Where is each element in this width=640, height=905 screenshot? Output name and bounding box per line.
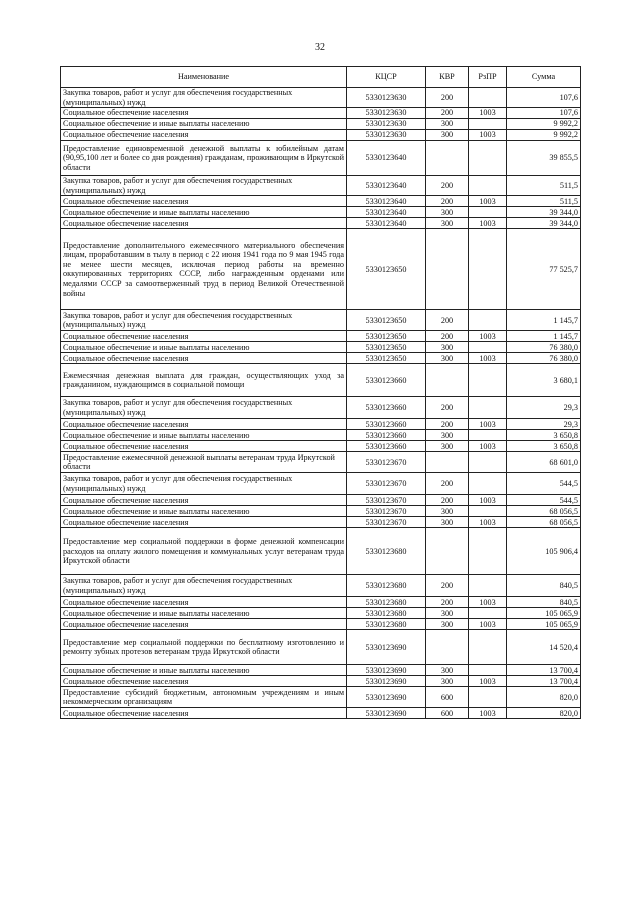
table-row (61, 441, 581, 452)
cell-sum: 76 380,0 (507, 353, 581, 364)
cell-kcsr: 5330123640 (347, 207, 426, 218)
cell-rzpr (469, 141, 507, 176)
cell-rzpr: 1003 (469, 676, 507, 687)
table-row (61, 331, 581, 342)
cell-rzpr: 1003 (469, 517, 507, 528)
cell-name: Социальное обеспечение населения (61, 619, 347, 630)
table-row (61, 528, 581, 575)
cell-kvr: 300 (426, 619, 469, 630)
cell-kcsr: 5330123690 (347, 708, 426, 719)
cell-rzpr: 1003 (469, 495, 507, 506)
cell-name: Предоставление ежемесячной денежной выплаты ветеранам труда Иркутской области (61, 452, 347, 473)
cell-kcsr: 5330123650 (347, 310, 426, 331)
cell-sum: 39 344,0 (507, 218, 581, 229)
table-row (61, 630, 581, 665)
cell-rzpr (469, 397, 507, 419)
cell-kvr: 200 (426, 473, 469, 495)
cell-kcsr: 5330123680 (347, 528, 426, 575)
cell-sum: 76 380,0 (507, 342, 581, 353)
table-row (61, 176, 581, 196)
cell-kcsr: 5330123670 (347, 506, 426, 517)
table-row (61, 676, 581, 687)
cell-rzpr (469, 473, 507, 495)
cell-rzpr: 1003 (469, 419, 507, 430)
cell-sum: 511,5 (507, 196, 581, 207)
table-row (61, 141, 581, 176)
cell-sum: 9 992,2 (507, 119, 581, 130)
cell-kcsr: 5330123690 (347, 630, 426, 665)
table-row (61, 353, 581, 364)
cell-rzpr (469, 176, 507, 196)
cell-rzpr (469, 528, 507, 575)
cell-kvr: 200 (426, 397, 469, 419)
cell-kvr: 300 (426, 218, 469, 229)
cell-name: Закупка товаров, работ и услуг для обеспечения государственных (муниципальных) нужд (61, 176, 347, 196)
table-row (61, 619, 581, 630)
cell-kcsr: 5330123690 (347, 687, 426, 708)
cell-sum: 39 855,5 (507, 141, 581, 176)
cell-kvr: 300 (426, 207, 469, 218)
cell-name: Социальное обеспечение и иные выплаты населению (61, 119, 347, 130)
cell-kcsr: 5330123680 (347, 619, 426, 630)
cell-rzpr: 1003 (469, 619, 507, 630)
cell-name: Социальное обеспечение населения (61, 108, 347, 119)
cell-rzpr (469, 119, 507, 130)
table-header-row (61, 67, 581, 88)
cell-rzpr: 1003 (469, 130, 507, 141)
cell-rzpr (469, 430, 507, 441)
cell-kvr (426, 452, 469, 473)
cell-sum: 68 056,5 (507, 506, 581, 517)
cell-rzpr: 1003 (469, 597, 507, 608)
cell-name: Предоставление единовременной денежной выплаты к юбилейным датам (90,95,100 лет и более со дня рождения) гражданам, проживающим в Иркутской области (61, 141, 347, 176)
cell-kvr: 200 (426, 331, 469, 342)
cell-kvr: 300 (426, 119, 469, 130)
cell-sum: 1 145,7 (507, 310, 581, 331)
cell-kcsr: 5330123650 (347, 331, 426, 342)
page-number: 32 (315, 42, 325, 53)
cell-kvr: 300 (426, 506, 469, 517)
cell-sum: 29,3 (507, 397, 581, 419)
cell-sum: 13 700,4 (507, 665, 581, 676)
cell-kcsr: 5330123670 (347, 517, 426, 528)
cell-kvr: 300 (426, 353, 469, 364)
cell-rzpr (469, 88, 507, 108)
table-row (61, 597, 581, 608)
table-row (61, 575, 581, 597)
cell-sum: 3 650,8 (507, 430, 581, 441)
cell-rzpr (469, 452, 507, 473)
cell-kvr: 200 (426, 196, 469, 207)
cell-name: Закупка товаров, работ и услуг для обеспечения государственных (муниципальных) нужд (61, 575, 347, 597)
cell-kvr: 600 (426, 687, 469, 708)
cell-name: Социальное обеспечение и иные выплаты населению (61, 665, 347, 676)
cell-sum: 3 680,1 (507, 364, 581, 397)
table-row (61, 430, 581, 441)
cell-kcsr: 5330123640 (347, 176, 426, 196)
table-row (61, 218, 581, 229)
budget-table (60, 66, 581, 719)
header-rzpr: РзПР (469, 67, 507, 88)
cell-name: Социальное обеспечение населения (61, 130, 347, 141)
cell-kvr: 200 (426, 575, 469, 597)
cell-sum: 14 520,4 (507, 630, 581, 665)
cell-kvr (426, 229, 469, 310)
cell-name: Закупка товаров, работ и услуг для обеспечения государственных (муниципальных) нужд (61, 310, 347, 331)
cell-rzpr (469, 608, 507, 619)
cell-kvr: 200 (426, 495, 469, 506)
cell-kcsr: 5330123650 (347, 229, 426, 310)
cell-rzpr (469, 506, 507, 517)
cell-kcsr: 5330123640 (347, 141, 426, 176)
cell-kcsr: 5330123630 (347, 130, 426, 141)
cell-kcsr: 5330123670 (347, 495, 426, 506)
cell-rzpr (469, 575, 507, 597)
cell-kcsr: 5330123690 (347, 676, 426, 687)
cell-rzpr: 1003 (469, 108, 507, 119)
table-row (61, 130, 581, 141)
cell-kcsr: 5330123660 (347, 397, 426, 419)
cell-kvr: 300 (426, 517, 469, 528)
cell-rzpr (469, 665, 507, 676)
cell-sum: 77 525,7 (507, 229, 581, 310)
cell-sum: 1 145,7 (507, 331, 581, 342)
cell-rzpr (469, 687, 507, 708)
cell-sum: 105 906,4 (507, 528, 581, 575)
cell-kcsr: 5330123670 (347, 473, 426, 495)
table-row (61, 517, 581, 528)
cell-kvr: 600 (426, 708, 469, 719)
cell-name: Предоставление мер социальной поддержки в форме денежной компенсации расходов на оплату жилого помещения и коммунальных услуг ветеранам труда Иркутской области (61, 528, 347, 575)
cell-kcsr: 5330123690 (347, 665, 426, 676)
cell-kvr: 300 (426, 441, 469, 452)
cell-sum: 9 992,2 (507, 130, 581, 141)
cell-sum: 13 700,4 (507, 676, 581, 687)
table-row (61, 397, 581, 419)
cell-kcsr: 5330123680 (347, 597, 426, 608)
cell-sum: 840,5 (507, 575, 581, 597)
cell-name: Предоставление субсидий бюджетным, автономным учреждениям и иным некоммерческим организациям (61, 687, 347, 708)
cell-kvr: 300 (426, 608, 469, 619)
cell-name: Социальное обеспечение и иные выплаты населению (61, 207, 347, 218)
cell-name: Социальное обеспечение населения (61, 708, 347, 719)
cell-sum: 3 650,8 (507, 441, 581, 452)
cell-name: Предоставление мер социальной поддержки по бесплатному изготовлению и ремонту зубных протезов ветеранам труда Иркутской области (61, 630, 347, 665)
cell-rzpr: 1003 (469, 708, 507, 719)
cell-sum: 544,5 (507, 473, 581, 495)
table-row (61, 229, 581, 310)
header-name: Наименование (61, 67, 347, 88)
table-row (61, 473, 581, 495)
cell-kvr: 200 (426, 310, 469, 331)
cell-rzpr: 1003 (469, 196, 507, 207)
cell-name: Предоставление дополнительного ежемесячного материального обеспечения лицам, проработавшим в тылу в период с 22 июня 1941 года по 9 мая 1945 года не менее шести месяцев, исключая период работы на временно оккупированных территориях СССР, либо награжденным орденами или медалями СССР за самоотверженный труд в период Великой Отечественной войны (61, 229, 347, 310)
cell-rzpr: 1003 (469, 353, 507, 364)
table-row (61, 364, 581, 397)
cell-kvr: 200 (426, 88, 469, 108)
cell-kcsr: 5330123650 (347, 342, 426, 353)
cell-name: Социальное обеспечение и иные выплаты населению (61, 430, 347, 441)
header-kvr: КВР (426, 67, 469, 88)
cell-rzpr: 1003 (469, 331, 507, 342)
table-row (61, 665, 581, 676)
cell-sum: 39 344,0 (507, 207, 581, 218)
cell-rzpr (469, 207, 507, 218)
cell-sum: 68 601,0 (507, 452, 581, 473)
table-row (61, 119, 581, 130)
table-row (61, 687, 581, 708)
cell-kcsr: 5330123650 (347, 353, 426, 364)
cell-name: Социальное обеспечение населения (61, 495, 347, 506)
cell-name: Социальное обеспечение населения (61, 597, 347, 608)
cell-sum: 29,3 (507, 419, 581, 430)
table-body (61, 88, 581, 719)
cell-rzpr: 1003 (469, 441, 507, 452)
table-row (61, 708, 581, 719)
cell-sum: 544,5 (507, 495, 581, 506)
cell-sum: 840,5 (507, 597, 581, 608)
cell-rzpr: 1003 (469, 218, 507, 229)
cell-sum: 107,6 (507, 88, 581, 108)
cell-sum: 820,0 (507, 708, 581, 719)
cell-kvr: 200 (426, 108, 469, 119)
header-sum: Сумма (507, 67, 581, 88)
cell-rzpr (469, 342, 507, 353)
cell-kvr: 200 (426, 176, 469, 196)
cell-sum: 107,6 (507, 108, 581, 119)
cell-name: Социальное обеспечение и иные выплаты населению (61, 506, 347, 517)
cell-name: Закупка товаров, работ и услуг для обеспечения государственных (муниципальных) нужд (61, 397, 347, 419)
cell-kvr: 300 (426, 130, 469, 141)
cell-rzpr (469, 630, 507, 665)
header-kcsr: КЦСР (347, 67, 426, 88)
table-row (61, 108, 581, 119)
table-row (61, 495, 581, 506)
cell-kvr (426, 528, 469, 575)
cell-name: Социальное обеспечение населения (61, 676, 347, 687)
cell-sum: 820,0 (507, 687, 581, 708)
cell-kvr (426, 630, 469, 665)
cell-rzpr (469, 364, 507, 397)
table-row (61, 419, 581, 430)
cell-name: Закупка товаров, работ и услуг для обеспечения государственных (муниципальных) нужд (61, 88, 347, 108)
cell-name: Закупка товаров, работ и услуг для обеспечения государственных (муниципальных) нужд (61, 473, 347, 495)
table-row (61, 196, 581, 207)
table-row (61, 452, 581, 473)
table-row (61, 207, 581, 218)
cell-kcsr: 5330123680 (347, 608, 426, 619)
cell-sum: 105 065,9 (507, 619, 581, 630)
table-row (61, 342, 581, 353)
table-row (61, 608, 581, 619)
cell-kcsr: 5330123630 (347, 88, 426, 108)
cell-name: Социальное обеспечение населения (61, 441, 347, 452)
cell-kcsr: 5330123640 (347, 218, 426, 229)
cell-name: Социальное обеспечение и иные выплаты населению (61, 342, 347, 353)
cell-rzpr (469, 229, 507, 310)
cell-kcsr: 5330123670 (347, 452, 426, 473)
cell-sum: 511,5 (507, 176, 581, 196)
cell-kcsr: 5330123630 (347, 119, 426, 130)
cell-kvr: 200 (426, 419, 469, 430)
cell-name: Социальное обеспечение населения (61, 331, 347, 342)
cell-name: Социальное обеспечение населения (61, 353, 347, 364)
cell-kcsr: 5330123630 (347, 108, 426, 119)
cell-name: Социальное обеспечение и иные выплаты населению (61, 608, 347, 619)
cell-name: Социальное обеспечение населения (61, 196, 347, 207)
cell-sum: 105 065,9 (507, 608, 581, 619)
table-row (61, 310, 581, 331)
cell-kvr: 300 (426, 342, 469, 353)
cell-kcsr: 5330123680 (347, 575, 426, 597)
table-row (61, 88, 581, 108)
cell-kcsr: 5330123660 (347, 430, 426, 441)
cell-rzpr (469, 310, 507, 331)
cell-kvr (426, 364, 469, 397)
cell-kvr (426, 141, 469, 176)
cell-kcsr: 5330123640 (347, 196, 426, 207)
cell-kcsr: 5330123660 (347, 419, 426, 430)
cell-kvr: 300 (426, 665, 469, 676)
cell-name: Социальное обеспечение населения (61, 218, 347, 229)
table-row (61, 506, 581, 517)
cell-name: Ежемесячная денежная выплата для граждан, осуществляющих уход за гражданином, нуждающимся в социальной помощи (61, 364, 347, 397)
cell-name: Социальное обеспечение населения (61, 419, 347, 430)
cell-name: Социальное обеспечение населения (61, 517, 347, 528)
cell-kcsr: 5330123660 (347, 364, 426, 397)
cell-kcsr: 5330123660 (347, 441, 426, 452)
cell-kvr: 200 (426, 597, 469, 608)
cell-kvr: 300 (426, 430, 469, 441)
cell-kvr: 300 (426, 676, 469, 687)
cell-sum: 68 056,5 (507, 517, 581, 528)
